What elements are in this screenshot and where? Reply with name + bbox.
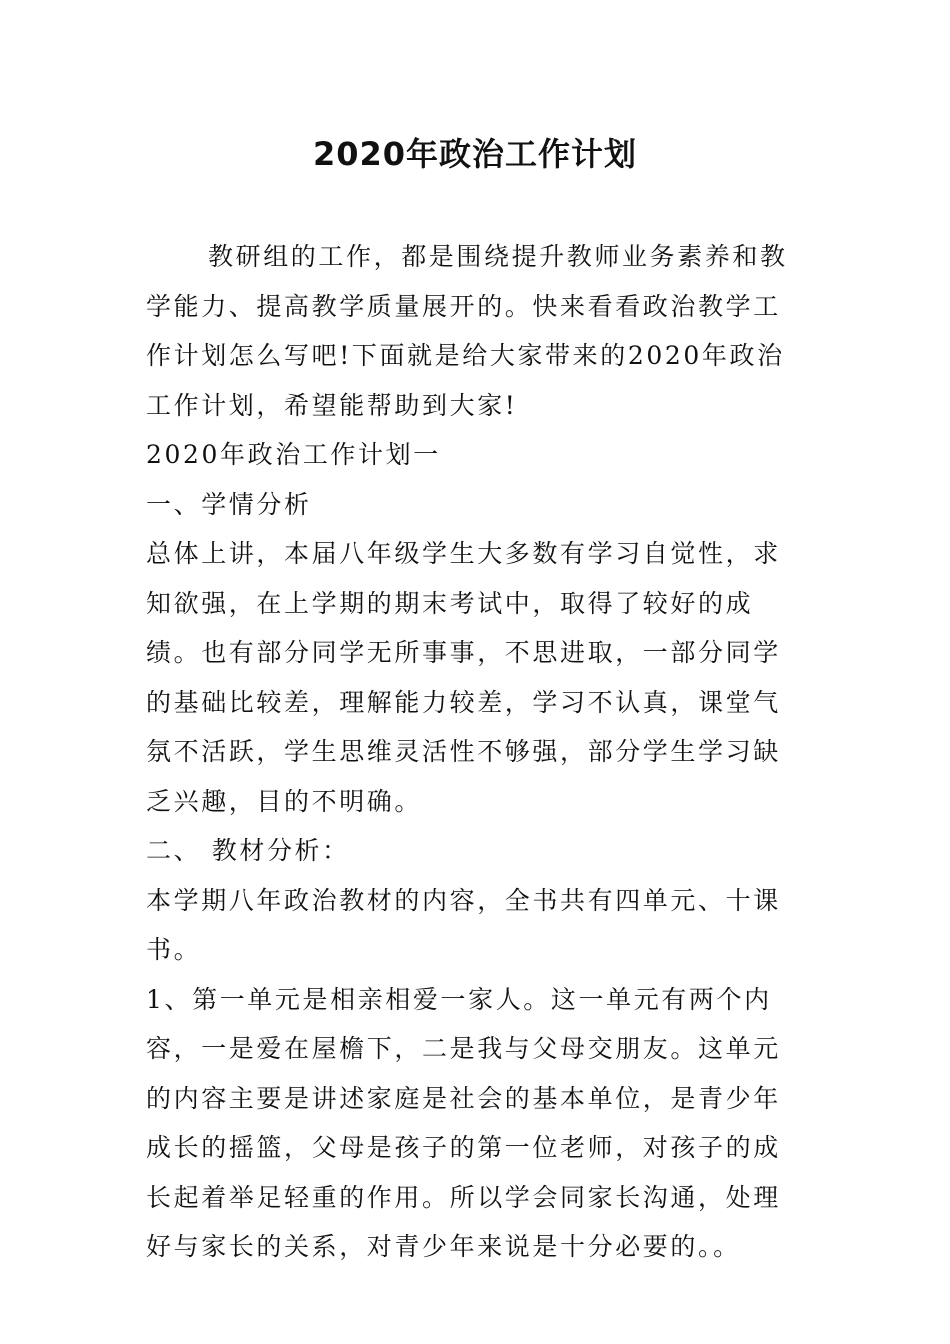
student-analysis-paragraph: 总体上讲，本届八年级学生大多数有学习自觉性，求知欲强，在上学期的期末考试中，取得了较好的成绩。也有部分同学无所事事，不思进取，一部分同学的基础比较差，理解能力较差，学习不认真，课堂气氛不活跃，学生思维灵活性不够强，部分学生学习缺乏兴趣，目的不明确。	[146, 539, 781, 816]
heading-textbook-analysis: 二、 教材分析：	[146, 836, 350, 865]
intro-paragraph: 教研组的工作，都是围绕提升教师业务素养和教学能力、提高教学质量展开的。快来看看政治教学工作计划怎么写吧!下面就是给大家带来的2020年政治工作计划，希望能帮助到大家!	[146, 242, 788, 420]
section-title: 2020年政治工作计划一	[146, 440, 441, 469]
document-title: 2020年政治工作计划	[312, 135, 638, 173]
unit-one-paragraph: 1、第一单元是相亲相爱一家人。这一单元有两个内容，一是爱在屋檐下，二是我与父母交朋友。这单元的内容主要是讲述家庭是社会的基本单位，是青少年成长的摇篮，父母是孩子的第一位老师，对孩子的成长起着举足轻重的作用。所以学会同家长沟通，处理好与家长的关系，对青少年来说是十分必要的。。	[146, 984, 781, 1261]
heading-student-analysis: 一、学情分析	[146, 489, 312, 519]
document-body	[146, 232, 808, 1272]
textbook-overview-paragraph: 本学期八年政治教材的内容，全书共有四单元、十课书。	[146, 885, 781, 964]
